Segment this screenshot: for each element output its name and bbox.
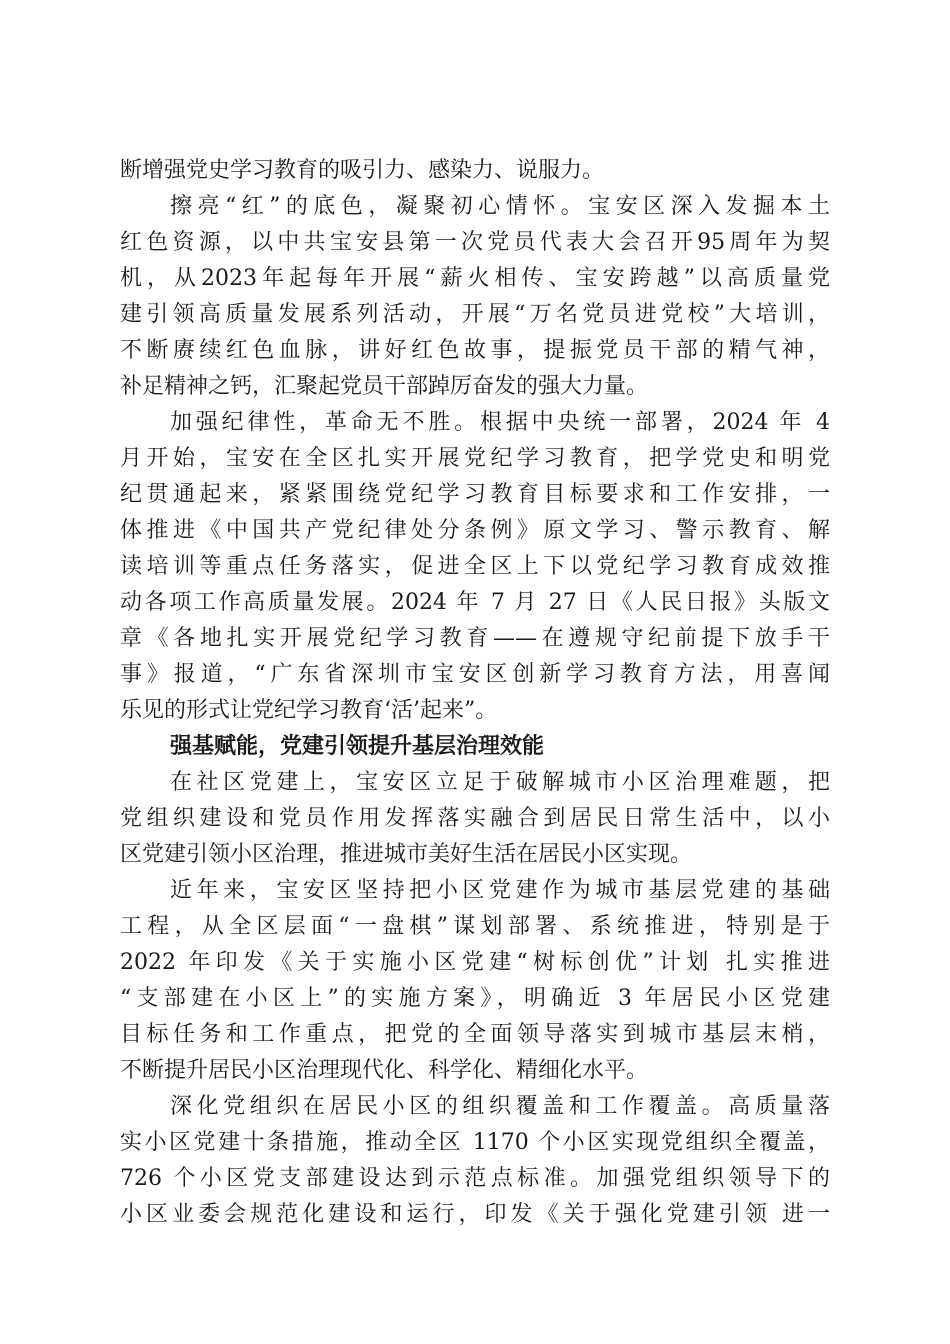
text-line: 区党建引领小区治理，推进城市美好生活在居民小区实现。 — [120, 842, 693, 867]
text-line: 实小区党建十条措施，推动全区 1170 个小区实现党组织全覆盖， — [120, 1130, 830, 1155]
text-line: “支部建在小区上”的实施方案》，明确近 3 年居民小区党建 — [120, 986, 830, 1011]
text-line: 在社区党建上，宝安区立足于破解城市小区治理难题，把 — [170, 770, 830, 795]
paragraph-recent-years — [120, 873, 830, 1089]
text-line: 建引领高质量发展系列活动，开展“万名党员进党校”大培训， — [120, 302, 830, 327]
text-line: 纪贯通起来，紧紧围绕党纪学习教育目标要求和工作安排，一 — [120, 482, 830, 507]
text-line: 工程，从全区层面“一盘棋”谋划部署、系统推进，特别是于 — [120, 914, 830, 939]
text-line: 不断提升居民小区治理现代化、科学化、精细化水平。 — [120, 1058, 649, 1083]
text-line: 红色资源，以中共宝安县第一次党员代表大会召开95周年为契 — [120, 230, 830, 255]
text-line: 动各项工作高质量发展。2024 年 7 月 27 日《人民日报》头版文 — [120, 590, 830, 615]
paragraph-community-party-building — [120, 765, 830, 873]
section-heading-text: 强基赋能，党建引领提升基层治理效能 — [170, 734, 545, 759]
text-line: 断增强党史学习教育的吸引力、感染力、说服力。 — [120, 158, 605, 183]
paragraph-red-heritage — [120, 189, 830, 405]
text-line: 月开始，宝安在全区扎实开展党纪学习教育，把学党史和明党 — [120, 446, 830, 471]
paragraph-discipline — [120, 405, 830, 729]
text-line: 加强纪律性，革命无不胜。根据中央统一部署，2024 年 4 — [170, 410, 830, 435]
text-line: 体推进《中国共产党纪律处分条例》原文学习、警示教育、解 — [120, 518, 830, 543]
text-line: 2022 年印发《关于实施小区党建“树标创优”计划 扎实推进 — [120, 950, 830, 975]
text-line: 深化党组织在居民小区的组织覆盖和工作覆盖。高质量落 — [170, 1094, 830, 1119]
text-line: 近年来，宝安区坚持把小区党建作为城市基层党建的基础 — [170, 878, 830, 903]
paragraph-coverage — [120, 1089, 830, 1233]
text-line: 读培训等重点任务落实，促进全区上下以党纪学习教育成效推 — [120, 554, 830, 579]
section-heading — [120, 729, 830, 765]
document-body — [120, 153, 830, 1233]
text-line: 擦亮“红”的底色，凝聚初心情怀。宝安区深入发掘本土 — [170, 194, 830, 219]
text-line: 不断赓续红色血脉，讲好红色故事，提振党员干部的精气神， — [120, 338, 830, 363]
text-line: 目标任务和工作重点，把党的全面领导落实到城市基层末梢， — [120, 1022, 830, 1047]
text-line: 小区业委会规范化建设和运行，印发《关于强化党建引领 进一 — [120, 1202, 830, 1227]
text-line: 补足精神之钙，汇聚起党员干部踔厉奋发的强大力量。 — [120, 374, 649, 399]
text-line: 726 个小区党支部建设达到示范点标准。加强党组织领导下的 — [120, 1166, 830, 1191]
text-line: 党组织建设和党员作用发挥落实融合到居民日常生活中，以小 — [120, 806, 830, 831]
text-line: 事》报道，“广东省深圳市宝安区创新学习教育方法，用喜闻 — [120, 662, 830, 687]
text-line: 章《各地扎实开展党纪学习教育——在遵规守纪前提下放手干 — [120, 626, 830, 651]
text-line: 乐见的形式让党纪学习教育‘活’起来”。 — [120, 698, 498, 723]
text-line: 机，从2023年起每年开展“薪火相传、宝安跨越”以高质量党 — [120, 266, 830, 291]
paragraph-continuation — [120, 153, 830, 189]
